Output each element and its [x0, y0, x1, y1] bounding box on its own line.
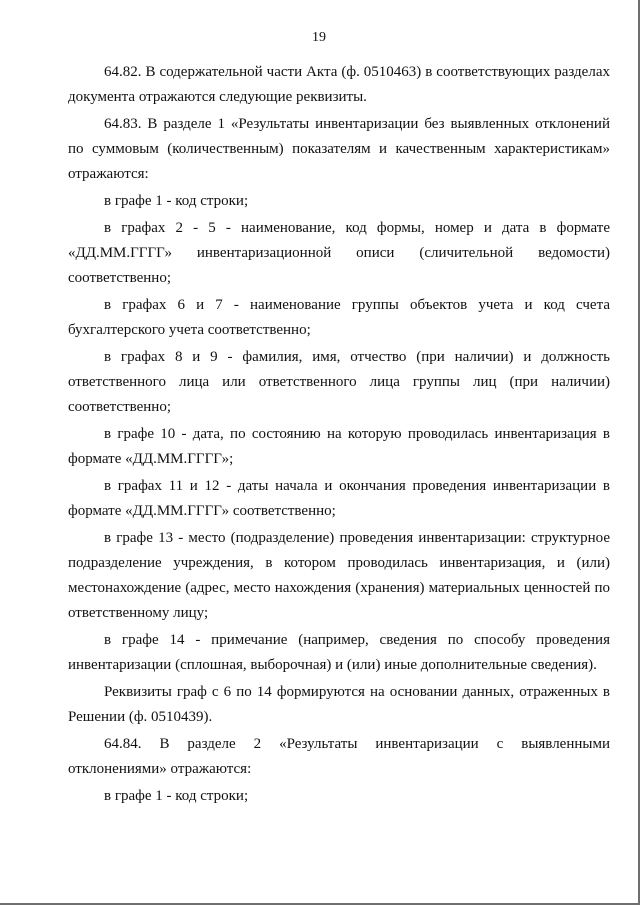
paragraph-64-84: 64.84. В разделе 2 «Результаты инвентаризации с выявленными отклонениями» отражаются: — [68, 736, 610, 777]
paragraph-column-14: в графе 14 - примечание (например, сведения по способу проведения инвентаризации (сплошная, выборочная) и (или) иные дополнительные сведения). — [68, 632, 610, 673]
paragraph-column-10: в графе 10 - дата, по состоянию на которую проводилась инвентаризация в формате «ДД.ММ.ГГГГ»; — [68, 426, 610, 467]
paragraph-columns-8-9: в графах 8 и 9 - фамилия, имя, отчество (при наличии) и должность ответственного лица или ответственного лица группы лиц (при наличии) соответственно; — [68, 349, 610, 415]
paragraph-column-1: в графе 1 - код строки; — [104, 193, 249, 209]
paragraph-requisites-6-14: Реквизиты граф с 6 по 14 формируются на основании данных, отраженных в Решении (ф. 0510439). — [68, 684, 610, 725]
paragraph-64-83: 64.83. В разделе 1 «Результаты инвентаризации без выявленных отклонений по суммовым (количественным) показателям и качественным характеристикам» отражаются: — [68, 116, 610, 182]
paragraph-columns-11-12: в графах 11 и 12 - даты начала и окончания проведения инвентаризации в формате «ДД.ММ.ГГГГ» соответственно; — [68, 478, 610, 519]
paragraph-column-13: в графе 13 - место (подразделение) проведения инвентаризации: структурное подразделение учреждения, в котором проводилась инвентаризация, и (или) местонахождение (адрес, место нахождения (хранения) материальных ценностей по ответственному лицу; — [68, 530, 610, 621]
paragraph-columns-2-5: в графах 2 - 5 - наименование, код формы, номер и дата в формате «ДД.ММ.ГГГГ» инвентаризационной описи (сличительной ведомости) соответственно; — [68, 220, 610, 286]
paragraph-section-2-column-1: в графе 1 - код строки; — [104, 788, 249, 804]
paragraph-64-82: 64.82. В содержательной части Акта (ф. 0510463) в соответствующих разделах документа отражаются следующие реквизиты. — [68, 64, 610, 105]
paragraph-columns-6-7: в графах 6 и 7 - наименование группы объектов учета и код счета бухгалтерского учета соответственно; — [68, 297, 610, 338]
document-body — [68, 60, 610, 809]
page-number: 19 — [312, 30, 326, 45]
